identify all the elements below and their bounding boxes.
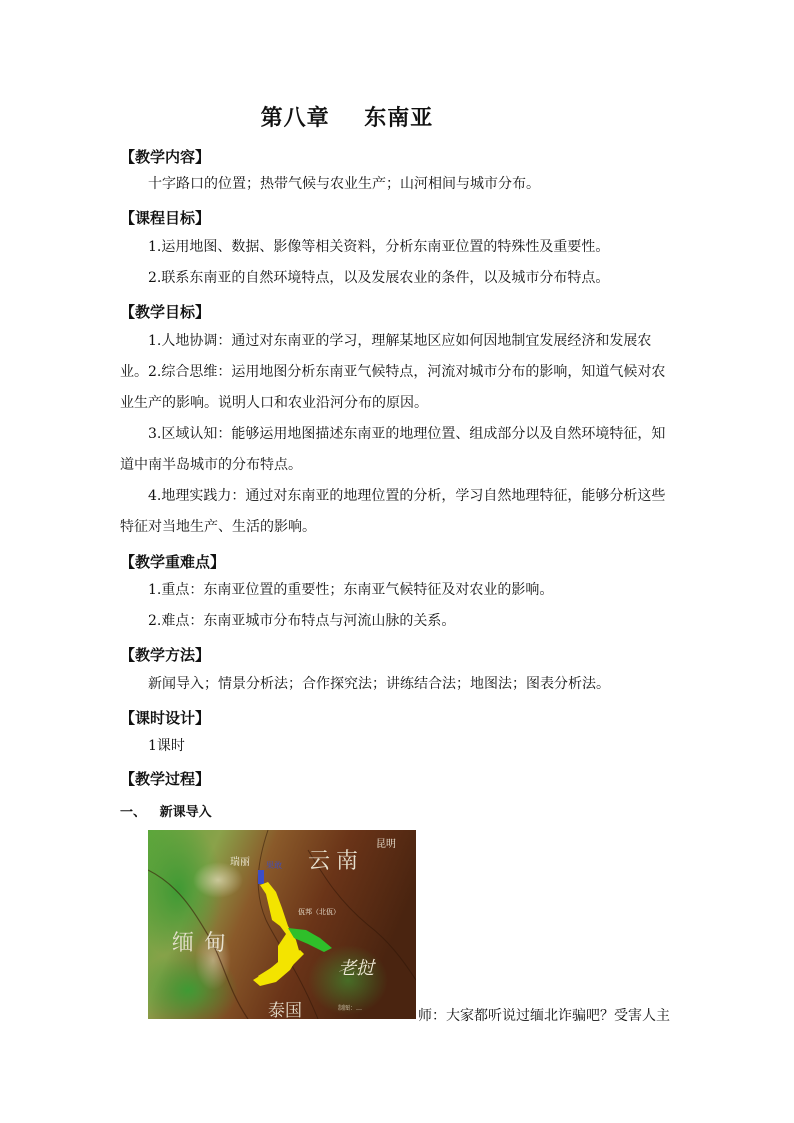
teaching-goal-3: 3.区域认知：能够运用地图描述东南亚的地理位置、组成部分以及自然环境特征，知道中南半岛城市的分布特点。 [120,426,666,473]
map-label-ruili: 瑞丽 [230,857,250,868]
subsection-heading: 一、 新课导入 [120,805,212,820]
map-label-wa: 佤邦（北佤） [298,908,340,916]
key-point-1: 1.重点：东南亚位置的重要性；东南亚气候特征及对农业的影响。 [148,582,554,598]
map-label-kunming: 昆明 [376,839,396,850]
section-heading-key-points: 【教学重难点】 [120,553,226,571]
section-heading-content: 【教学内容】 [120,148,211,166]
teaching-goal-1: 1.人地协调：通过对东南亚的学习，理解某地区应如何因地制宜发展经济和发展农业。 [120,333,652,380]
map-label-laos: 老挝 [338,958,374,979]
section-heading-teaching-goals: 【教学目标】 [120,303,211,321]
teaching-goal-2: 2.综合思维：运用地图分析东南亚气候特点，河流对城市分布的影响，知道气候对农业生产的影响。说明人口和农业沿河分布的原因。 [120,364,666,411]
schedule-paragraph: 1课时 [148,738,185,754]
section-heading-methods: 【教学方法】 [120,646,211,664]
section-heading-schedule: 【课时设计】 [120,709,211,727]
map-label-myanmar: 缅甸 [172,931,237,956]
map-image [148,830,416,1019]
section-heading-course-goals: 【课程目标】 [120,209,211,227]
course-goal-1: 1.运用地图、数据、影像等相关资料，分析东南亚位置的特殊性及重要性。 [148,239,610,255]
key-point-2: 2.难点：东南亚城市分布特点与河流山脉的关系。 [148,613,456,629]
course-goal-2: 2.联系东南亚的自然环境特点，以及发展农业的条件，以及城市分布特点。 [148,270,610,286]
image-caption-text: 师：大家都听说过缅北诈骗吧？受害人主 [418,1008,670,1024]
map-label-thailand: 泰国 [268,1001,302,1019]
map-label-guogan: 果敢 [266,861,282,870]
teaching-goal-4: 4.地理实践力：通过对东南亚的地理位置的分析，学习自然地理特征，能够分析这些特征对当地生产、生活的影响。 [120,488,666,535]
page-title: 第八章 东南亚 [260,106,434,131]
map-credit: 制图：… [338,1005,363,1012]
methods-paragraph: 新闻导入；情景分析法；合作探究法；讲练结合法；地图法；图表分析法。 [148,676,610,692]
map-label-yunnan: 云南 [308,849,365,874]
content-paragraph: 十字路口的位置；热带气候与农业生产；山河相间与城市分布。 [148,176,540,192]
section-heading-process: 【教学过程】 [120,770,211,788]
